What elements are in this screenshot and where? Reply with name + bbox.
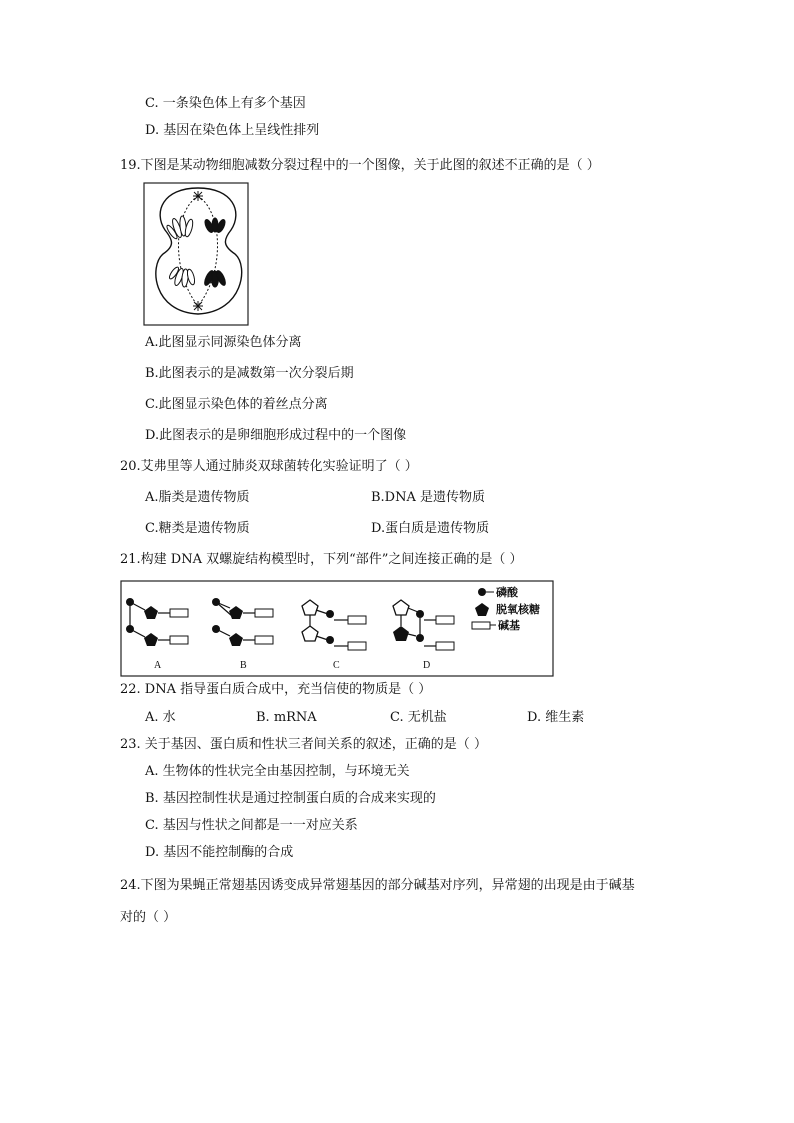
q22-option-a: A. 水 (145, 710, 176, 725)
cell-division-figure (143, 182, 251, 327)
legend-phosphate: 磷酸 (496, 586, 518, 599)
model-c (302, 600, 366, 650)
q19-option-c: C.此图显示染色体的着丝点分离 (145, 397, 328, 412)
q22-option-c: C. 无机盐 (390, 710, 447, 725)
q23-stem: 23. 关于基因、蛋白质和性状三者间关系的叙述，正确的是（ ） (120, 737, 487, 752)
q21-stem: 21.构建 DNA 双螺旋结构模型时，下列“部件”之间连接正确的是（ ） (120, 552, 523, 567)
model-b (212, 598, 273, 646)
q20-option-d: D.蛋白质是遗传物质 (371, 521, 490, 536)
q20-option-c: C.糖类是遗传物质 (145, 521, 250, 536)
q22-option-b: B. mRNA (256, 710, 317, 725)
q19-option-b: B.此图表示的是减数第一次分裂后期 (145, 366, 354, 381)
spindle-fiber (198, 196, 218, 306)
q23-option-c: C. 基因与性状之间都是一一对应关系 (145, 818, 358, 833)
meiosis-cell-diagram (143, 182, 251, 327)
q23-option-b: B. 基因控制性状是通过控制蛋白质的合成来实现的 (145, 791, 436, 806)
q22-option-d: D. 维生素 (527, 710, 585, 725)
legend (472, 585, 540, 632)
q20-option-a: A.脂类是遗传物质 (145, 490, 250, 505)
label-c: C (333, 660, 340, 671)
centrosome-bottom (193, 301, 203, 311)
q24-stem-line1: 24.下图为果蝇正常翅基因诱变成异常翅基因的部分碱基对序列，异常翅的出现是由于碱基 (120, 878, 635, 893)
q18-option-d: D. 基因在染色体上呈线性排列 (145, 123, 320, 138)
q22-stem: 22. DNA 指导蛋白质合成中，充当信使的物质是（ ） (120, 682, 432, 697)
q19-option-a: A.此图显示同源染色体分离 (145, 335, 302, 350)
dna-parts-diagram (120, 580, 554, 677)
label-d: D (423, 660, 431, 671)
cell-membrane (156, 188, 242, 314)
spindle-fiber (178, 196, 198, 306)
model-a (126, 598, 188, 646)
q20-stem: 20.艾弗里等人通过肺炎双球菌转化实验证明了（ ） (120, 459, 418, 474)
legend-base: 碱基 (498, 619, 520, 632)
label-a: A (154, 660, 162, 671)
q23-option-a: A. 生物体的性状完全由基因控制，与环境无关 (145, 764, 410, 779)
centrosome-top (193, 191, 203, 201)
q19-stem: 19.下图是某动物细胞减数分裂过程中的一个图像，关于此图的叙述不正确的是（ ） (120, 158, 600, 173)
q20-option-b: B.DNA 是遗传物质 (371, 490, 486, 505)
dna-model-figure (120, 580, 554, 677)
chromosome-black-bottom (203, 269, 227, 287)
deoxyribose-icon (475, 603, 489, 616)
chromosome-white-bottom (168, 266, 196, 287)
q23-option-d: D. 基因不能控制酶的合成 (145, 845, 294, 860)
phosphate-icon (478, 588, 486, 596)
base-icon (472, 622, 490, 629)
q19-option-d: D.此图表示的是卵细胞形成过程中的一个图像 (145, 428, 407, 443)
q24-stem-line2: 对的（ ） (120, 910, 177, 925)
model-d (393, 600, 454, 650)
chromosome-black-top (203, 218, 226, 234)
label-b: B (240, 660, 247, 671)
legend-deoxyribose: 脱氧核糖 (496, 603, 540, 616)
q18-option-c: C. 一条染色体上有多个基因 (145, 96, 306, 111)
